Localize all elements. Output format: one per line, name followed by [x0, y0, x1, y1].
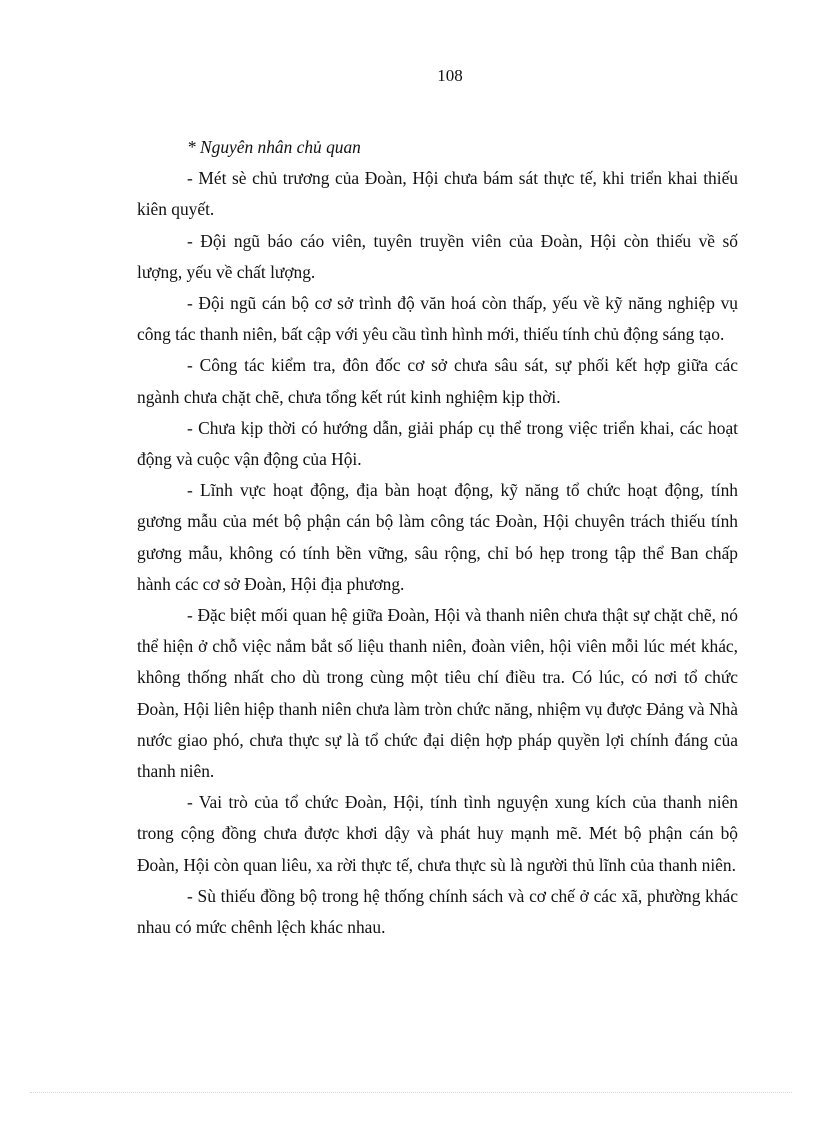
paragraph-9: - Sù thiếu đồng bộ trong hệ thống chính sách và cơ chế ở các xã, phường khác nhau có mức chênh lệch khác nhau.: [137, 885, 738, 938]
paragraph-3: - Đội ngũ cán bộ cơ sở trình độ văn hoá còn thấp, yếu về kỹ năng nghiệp vụ công tác thanh niên, bất cập với yêu cầu tình hình mới, thiếu tính chủ động sáng tạo.: [137, 293, 738, 345]
section-title: * Nguyên nhân chủ quan: [187, 137, 361, 157]
paragraph-4: - Công tác kiểm tra, đôn đốc cơ sở chưa sâu sát, sự phối kết hợp giữa các ngành chưa chặt chẽ, chưa tổng kết rút kinh nghiệm kịp thời.: [137, 355, 738, 407]
page-number: 108: [437, 66, 463, 85]
document-body: [137, 132, 738, 943]
paragraph-1: - Mét sè chủ trương của Đoàn, Hội chưa bám sát thực tế, khi triển khai thiếu kiên quyết.: [137, 168, 738, 220]
paragraph-5: - Chưa kịp thời có hướng dẫn, giải pháp cụ thể trong việc triển khai, các hoạt động và cuộc vận động của Hội.: [137, 417, 738, 470]
paragraph-7: - Đặc biệt mối quan hệ giữa Đoàn, Hội và thanh niên chưa thật sự chặt chẽ, nó thể hiện ở chỗ việc nắm bắt số liệu thanh niên, đoàn viên, hội viên mỗi lúc mét khác, không thống nhất cho dù trong cùng một tiêu chí điều tra. Có lúc, có nơi tổ chức Đoàn, Hội liên hiệp thanh niên chưa làm tròn chức năng, nhiệm vụ được Đảng và Nhà nước giao phó, chưa thực sự là tổ chức đại diện hợp pháp quyền lợi chính đáng của thanh niên.: [137, 605, 738, 782]
paragraph-8: - Vai trò của tổ chức Đoàn, Hội, tính tình nguyện xung kích của thanh niên trong cộng đồng chưa được khơi dậy và phát huy mạnh mẽ. Mét bộ phận cán bộ Đoàn, Hội còn quan liêu, xa rời thực tế, chưa thực sù là người thủ lĩnh của thanh niên.: [137, 792, 738, 875]
paragraph-2: - Đội ngũ báo cáo viên, tuyên truyền viên của Đoàn, Hội còn thiếu về số lượng, yếu về chất lượng.: [137, 230, 738, 282]
paragraph-6: - Lĩnh vực hoạt động, địa bàn hoạt động, kỹ năng tổ chức hoạt động, tính gương mẫu của mét bộ phận cán bộ làm công tác Đoàn, Hội chuyên trách thiếu tính gương mẫu, không có tính bền vững, sâu rộng, chỉ bó hẹp trong tập thể Ban chấp hành các cơ sở Đoàn, Hội địa phương.: [137, 480, 738, 594]
page-bottom-divider: [30, 1092, 792, 1093]
